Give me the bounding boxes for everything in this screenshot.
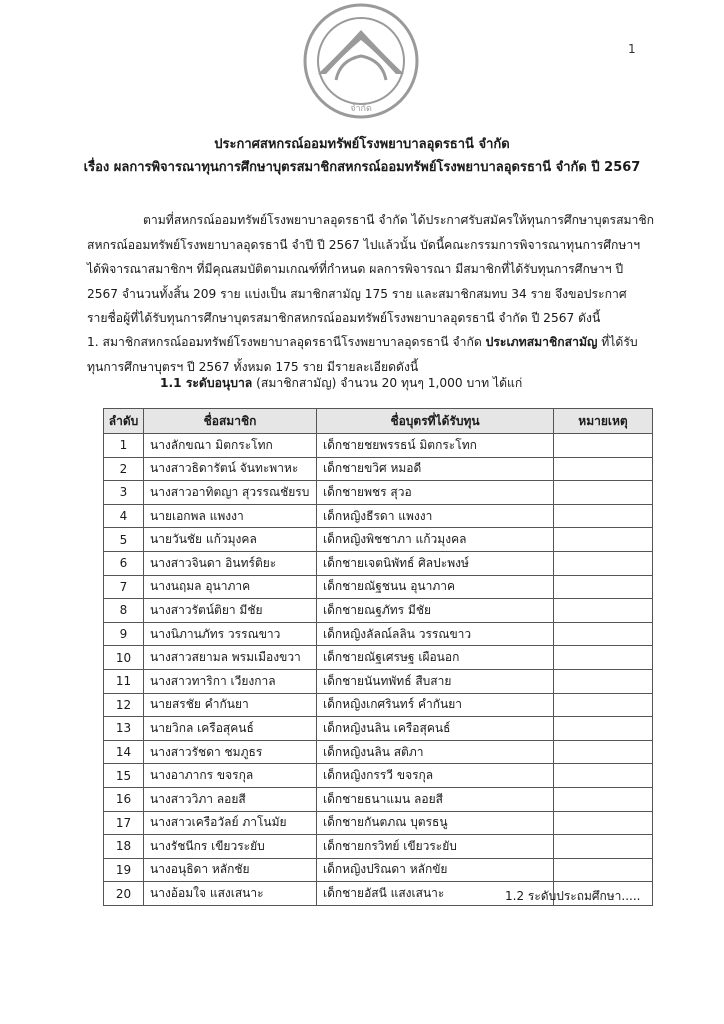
cell-child-name: เด็กหญิงนลิน สติภา <box>317 740 554 764</box>
cell-member-name: นางสาวธิดารัตน์ จันทะพาหะ <box>144 457 317 481</box>
cell-remarks <box>554 599 653 623</box>
cell-child-name: เด็กหญิงกรรวี ขจรกุล <box>317 764 554 788</box>
table-row <box>104 481 653 505</box>
cell-child-name: เด็กหญิงธีรดา แพงงา <box>317 504 554 528</box>
cell-remarks <box>554 835 653 859</box>
page-number: 1 <box>628 42 636 56</box>
cell-member-name: นายวันชัย แก้วมุงคล <box>144 528 317 552</box>
table-row <box>104 622 653 646</box>
cooperative-logo <box>296 2 426 120</box>
table-row <box>104 599 653 623</box>
intro-line: 2567 จำนวนทั้งสิ้น 209 ราย แบ่งเป็น สมาชิกสามัญ 175 ราย และสมาชิกสมทบ 34 ราย จึงขอประกาศ <box>87 286 627 301</box>
cell-order: 2 <box>104 457 144 481</box>
cell-remarks <box>554 811 653 835</box>
section-1-line: ทุนการศึกษาบุตรฯ ปี 2567 ทั้งหมด 175 ราย มีรายละเอียดดังนี้ <box>87 359 419 374</box>
cell-member-name: นางสาวอาทิตญา สุวรรณชัยรบ <box>144 481 317 505</box>
section-1-line <box>87 330 653 355</box>
cell-order: 1 <box>104 434 144 458</box>
table-row <box>104 717 653 741</box>
announcement-subject: เรื่อง ผลการพิจารณาทุนการศึกษาบุตรสมาชิกสหกรณ์ออมทรัพย์โรงพยาบาลอุดรธานี จำกัด ปี 2567 <box>83 160 641 175</box>
cell-order: 14 <box>104 740 144 764</box>
table-row <box>104 669 653 693</box>
cell-remarks <box>554 457 653 481</box>
cell-child-name: เด็กหญิงนลิน เครือสุคนธ์ <box>317 717 554 741</box>
cell-member-name: นายวิกล เครือสุคนธ์ <box>144 717 317 741</box>
cell-member-name: นางอาภากร ขจรกุล <box>144 764 317 788</box>
cell-member-name: นางสาวเครือวัลย์ ภาโนมัย <box>144 811 317 835</box>
cell-order: 9 <box>104 622 144 646</box>
cell-remarks <box>554 764 653 788</box>
table-row <box>104 693 653 717</box>
member-type: ประเภทสมาชิกสามัญ <box>485 335 598 349</box>
cell-child-name: เด็กชายธนาแมน ลอยสี <box>317 787 554 811</box>
cell-member-name: นางสาวสยามล พรมเมืองขวา <box>144 646 317 670</box>
table-row <box>104 575 653 599</box>
cell-order: 13 <box>104 717 144 741</box>
cell-order: 18 <box>104 835 144 859</box>
svg-text:จำกัด: จำกัด <box>350 104 372 114</box>
cell-child-name: เด็กหญิงพิชชาภา แก้วมุงคล <box>317 528 554 552</box>
cell-member-name: นางนิภานภัทร วรรณขาว <box>144 622 317 646</box>
cell-child-name: เด็กชายณฐภัทร มีชัย <box>317 599 554 623</box>
cell-order: 19 <box>104 858 144 882</box>
cell-remarks <box>554 528 653 552</box>
cell-member-name: นางสาววิภา ลอยสี <box>144 787 317 811</box>
cell-remarks <box>554 858 653 882</box>
cell-order: 3 <box>104 481 144 505</box>
cell-remarks <box>554 504 653 528</box>
subsection-detail: (สมาชิกสามัญ) จำนวน 20 ทุนๆ 1,000 บาท ได้แก่ <box>252 376 523 390</box>
cell-child-name: เด็กชายกรวิทย์ เขียวระยับ <box>317 835 554 859</box>
cell-order: 20 <box>104 882 144 906</box>
cell-remarks <box>554 787 653 811</box>
cell-remarks <box>554 740 653 764</box>
cell-child-name: เด็กชายณัฐเศรษฐ เผือนอก <box>317 646 554 670</box>
cell-child-name: เด็กชายพชร สุวอ <box>317 481 554 505</box>
intro-line: รายชื่อผู้ที่ได้รับทุนการศึกษาบุตรสมาชิกสหกรณ์ออมทรัพย์โรงพยาบาลอุดรธานี จำกัด ปี 2567 ดังนี้ <box>87 311 601 325</box>
cell-member-name: นางสาวรัชดา ชมภูธร <box>144 740 317 764</box>
next-section-label: 1.2 ระดับประถมศึกษา..... <box>505 889 641 903</box>
cell-member-name: นางอนุธิดา หลักชัย <box>144 858 317 882</box>
table-row <box>104 434 653 458</box>
cell-remarks <box>554 646 653 670</box>
cell-member-name: นางสาวทาริกา เวียงกาล <box>144 669 317 693</box>
cell-child-name: เด็กชายชยพรรธน์ มิตกระโทก <box>317 434 554 458</box>
cell-child-name: เด็กหญิงเกศรินทร์ คำกันยา <box>317 693 554 717</box>
cell-order: 15 <box>104 764 144 788</box>
intro-paragraph <box>87 208 653 331</box>
cell-order: 7 <box>104 575 144 599</box>
cell-member-name: นายเอกพล แพงงา <box>144 504 317 528</box>
header-member-name: ชื่อสมาชิก <box>144 409 317 434</box>
cell-child-name: เด็กชายขวิศ หมอดี <box>317 457 554 481</box>
cell-child-name: เด็กหญิงปริณดา หลักขัย <box>317 858 554 882</box>
cell-member-name: นางรัชนีกร เขียวระยับ <box>144 835 317 859</box>
table-row <box>104 858 653 882</box>
cell-child-name: เด็กชายณัฐชนน อุนาภาค <box>317 575 554 599</box>
cell-member-name: นางสาวรัตน์ติยา มีชัย <box>144 599 317 623</box>
table-row <box>104 835 653 859</box>
cell-remarks <box>554 622 653 646</box>
intro-line: ได้พิจารณาสมาชิกฯ ที่มีคุณสมบัติตามเกณฑ์ที่กำหนด ผลการพิจารณา มีสมาชิกที่ได้รับทุนการศึกษาฯ ปี <box>87 262 624 276</box>
cell-child-name: เด็กชายกันตภณ บุตรธนู <box>317 811 554 835</box>
cell-child-name: เด็กชายเจตนิพัทธ์ ศิลปะพงษ์ <box>317 551 554 575</box>
table-row <box>104 528 653 552</box>
cell-order: 11 <box>104 669 144 693</box>
cell-remarks <box>554 575 653 599</box>
cell-remarks <box>554 481 653 505</box>
cell-member-name: นางอ้อมใจ แสงเสนาะ <box>144 882 317 906</box>
table-row <box>104 740 653 764</box>
table-row <box>104 811 653 835</box>
cell-order: 16 <box>104 787 144 811</box>
announcement-title: ประกาศสหกรณ์ออมทรัพย์โรงพยาบาลอุดรธานี จำกัด <box>214 137 510 152</box>
header-child-name: ชื่อบุตรที่ได้รับทุน <box>317 409 554 434</box>
cell-child-name: เด็กชายอัสนี แสงเสนาะ <box>317 882 554 906</box>
cell-order: 12 <box>104 693 144 717</box>
cell-member-name: นางลักขณา มิตกระโทก <box>144 434 317 458</box>
cell-child-name: เด็กชายนันทพัทธ์ สืบสาย <box>317 669 554 693</box>
cell-order: 8 <box>104 599 144 623</box>
table-row <box>104 504 653 528</box>
table-row <box>104 764 653 788</box>
cell-remarks <box>554 434 653 458</box>
section-1 <box>87 330 653 379</box>
table-row <box>104 646 653 670</box>
section-1-text: 1. สมาชิกสหกรณ์ออมทรัพย์โรงพยาบาลอุดรธานีโรงพยาบาลอุดรธานี จำกัด <box>87 335 486 349</box>
cell-order: 5 <box>104 528 144 552</box>
cell-order: 10 <box>104 646 144 670</box>
scholarship-table <box>103 408 653 906</box>
subsection-1-1 <box>160 374 522 393</box>
cell-member-name: นางสาวจินดา อินทร์ติยะ <box>144 551 317 575</box>
header-order: ลำดับ <box>104 409 144 434</box>
section-1-text-end: ที่ได้รับ <box>597 335 638 349</box>
table-row <box>104 457 653 481</box>
cell-order: 4 <box>104 504 144 528</box>
table-row <box>104 787 653 811</box>
intro-line: ตามที่สหกรณ์ออมทรัพย์โรงพยาบาลอุดรธานี จำกัด ได้ประกาศรับสมัครให้ทุนการศึกษาบุตรสมาชิก <box>143 213 655 227</box>
cell-remarks <box>554 717 653 741</box>
table-header-row <box>104 409 653 434</box>
header-remarks: หมายเหตุ <box>554 409 653 434</box>
subsection-title: 1.1 ระดับอนุบาล <box>160 376 253 390</box>
cell-remarks <box>554 693 653 717</box>
cell-order: 17 <box>104 811 144 835</box>
table-row <box>104 551 653 575</box>
cell-remarks <box>554 551 653 575</box>
cell-member-name: นางนฤมล อุนาภาค <box>144 575 317 599</box>
cell-remarks <box>554 669 653 693</box>
cell-order: 6 <box>104 551 144 575</box>
cell-child-name: เด็กหญิงลัลณ์ลลิน วรรณขาว <box>317 622 554 646</box>
cell-member-name: นายสรชัย คำกันยา <box>144 693 317 717</box>
intro-line: สหกรณ์ออมทรัพย์โรงพยาบาลอุดรธานี จำปี ปี 2567 ไปแล้วนั้น บัดนี้คณะกรรมการพิจารณาทุนการศึกษาฯ <box>87 237 641 252</box>
